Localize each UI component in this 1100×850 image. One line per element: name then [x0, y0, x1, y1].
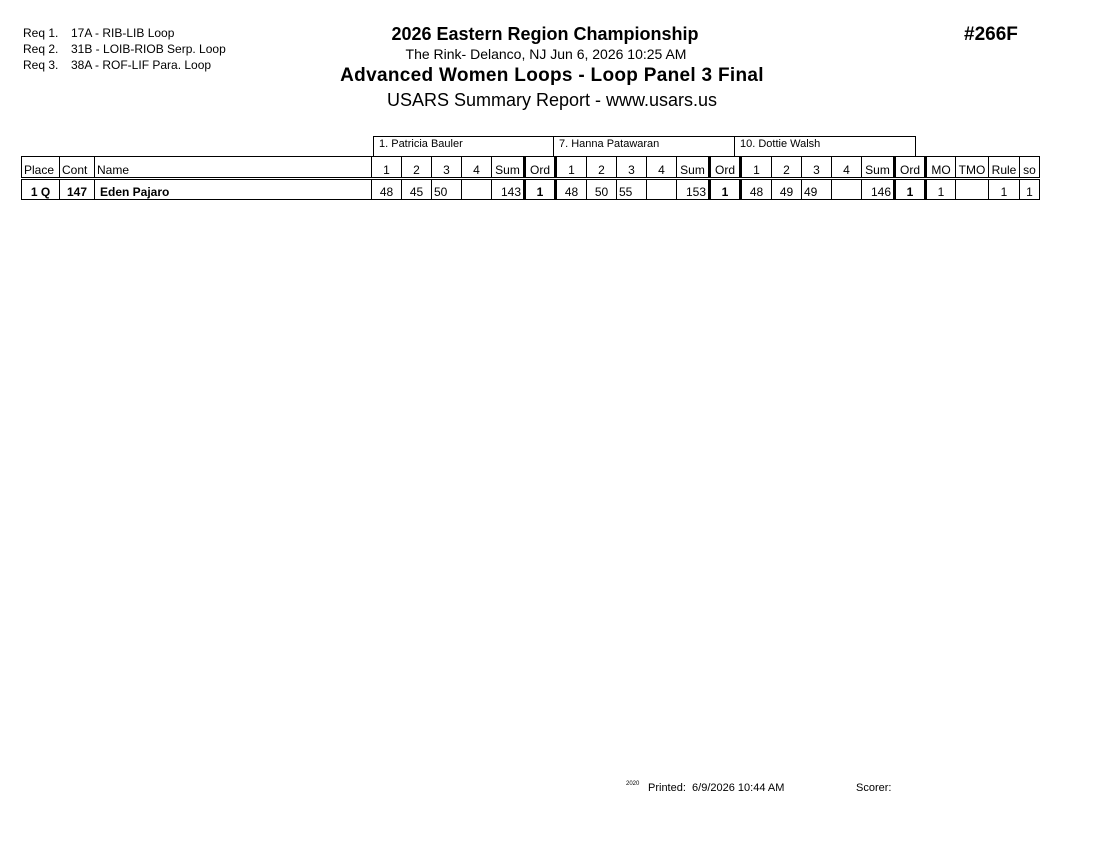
- cell-score: 45: [402, 179, 432, 200]
- col-score-4: 4: [832, 157, 862, 179]
- cell-score: [832, 179, 862, 200]
- cell-score: 55: [617, 179, 647, 200]
- col-score-1: 1: [372, 157, 402, 179]
- col-score-3: 3: [802, 157, 832, 179]
- cell-mo: 1: [926, 179, 956, 200]
- cell-ord: 1: [895, 179, 926, 200]
- cell-score: [462, 179, 492, 200]
- judge-header: 1. Patricia Bauler: [373, 136, 554, 156]
- event-title: Advanced Women Loops - Loop Panel 3 Final: [340, 65, 764, 86]
- requirement-text: 38A - ROF-LIF Para. Loop: [71, 58, 212, 72]
- cell-so: 1: [1020, 179, 1040, 200]
- requirement-label: Req 1.: [23, 26, 59, 40]
- col-score-2: 2: [772, 157, 802, 179]
- cell-score: 48: [372, 179, 402, 200]
- col-score-3: 3: [432, 157, 462, 179]
- table-header-row: [22, 157, 1040, 179]
- col-ord: Ord: [710, 157, 741, 179]
- cell-sum: 153: [677, 179, 710, 200]
- col-score-3: 3: [617, 157, 647, 179]
- judge-header: 10. Dottie Walsh: [734, 136, 916, 156]
- cell-sum: 146: [862, 179, 895, 200]
- cell-ord: 1: [710, 179, 741, 200]
- cell-place: 1 Q: [22, 179, 60, 200]
- col-name: Name: [95, 157, 372, 179]
- championship-title: 2026 Eastern Region Championship: [391, 24, 699, 44]
- cell-score: 48: [556, 179, 587, 200]
- col-tmo: TMO: [956, 157, 989, 179]
- cell-rule: 1: [989, 179, 1020, 200]
- report-line: USARS Summary Report - www.usars.us: [386, 90, 718, 110]
- cell-cont: 147: [60, 179, 95, 200]
- cell-score: 48: [741, 179, 772, 200]
- col-sum: Sum: [862, 157, 895, 179]
- col-score-4: 4: [462, 157, 492, 179]
- cell-name: Eden Pajaro: [95, 179, 372, 200]
- col-sum: Sum: [677, 157, 710, 179]
- col-score-1: 1: [741, 157, 772, 179]
- printed-label: Printed:: [648, 782, 686, 794]
- col-cont: Cont: [60, 157, 95, 179]
- cell-sum: 143: [492, 179, 525, 200]
- cell-score: 49: [802, 179, 832, 200]
- requirement-text: 17A - RIB-LIB Loop: [71, 26, 175, 40]
- col-score-1: 1: [556, 157, 587, 179]
- printed-stamp: [648, 782, 784, 794]
- col-score-2: 2: [402, 157, 432, 179]
- col-ord: Ord: [525, 157, 556, 179]
- judge-header: 7. Hanna Patawaran: [553, 136, 735, 156]
- version-tag: 2020: [626, 781, 640, 787]
- col-rule: Rule: [989, 157, 1020, 179]
- cell-score: 50: [587, 179, 617, 200]
- requirement-text: 31B - LOIB-RIOB Serp. Loop: [71, 42, 226, 56]
- results-table: [21, 156, 1040, 200]
- scorer-label: Scorer:: [856, 782, 892, 794]
- cell-ord: 1: [525, 179, 556, 200]
- printed-value: 6/9/2026 10:44 AM: [692, 782, 785, 794]
- table-row: [22, 179, 1040, 200]
- col-so: so: [1020, 157, 1040, 179]
- cell-tmo: [956, 179, 989, 200]
- requirement-label: Req 2.: [23, 42, 59, 56]
- requirement-label: Req 3.: [23, 58, 59, 72]
- venue-line: The Rink- Delanco, NJ Jun 6, 2026 10:25 AM: [405, 46, 687, 62]
- cell-score: 49: [772, 179, 802, 200]
- col-score-2: 2: [587, 157, 617, 179]
- cell-score: [647, 179, 677, 200]
- col-mo: MO: [926, 157, 956, 179]
- col-place: Place: [22, 157, 60, 179]
- cell-score: 50: [432, 179, 462, 200]
- col-ord: Ord: [895, 157, 926, 179]
- col-score-4: 4: [647, 157, 677, 179]
- col-sum: Sum: [492, 157, 525, 179]
- event-number: #266F: [964, 24, 1018, 45]
